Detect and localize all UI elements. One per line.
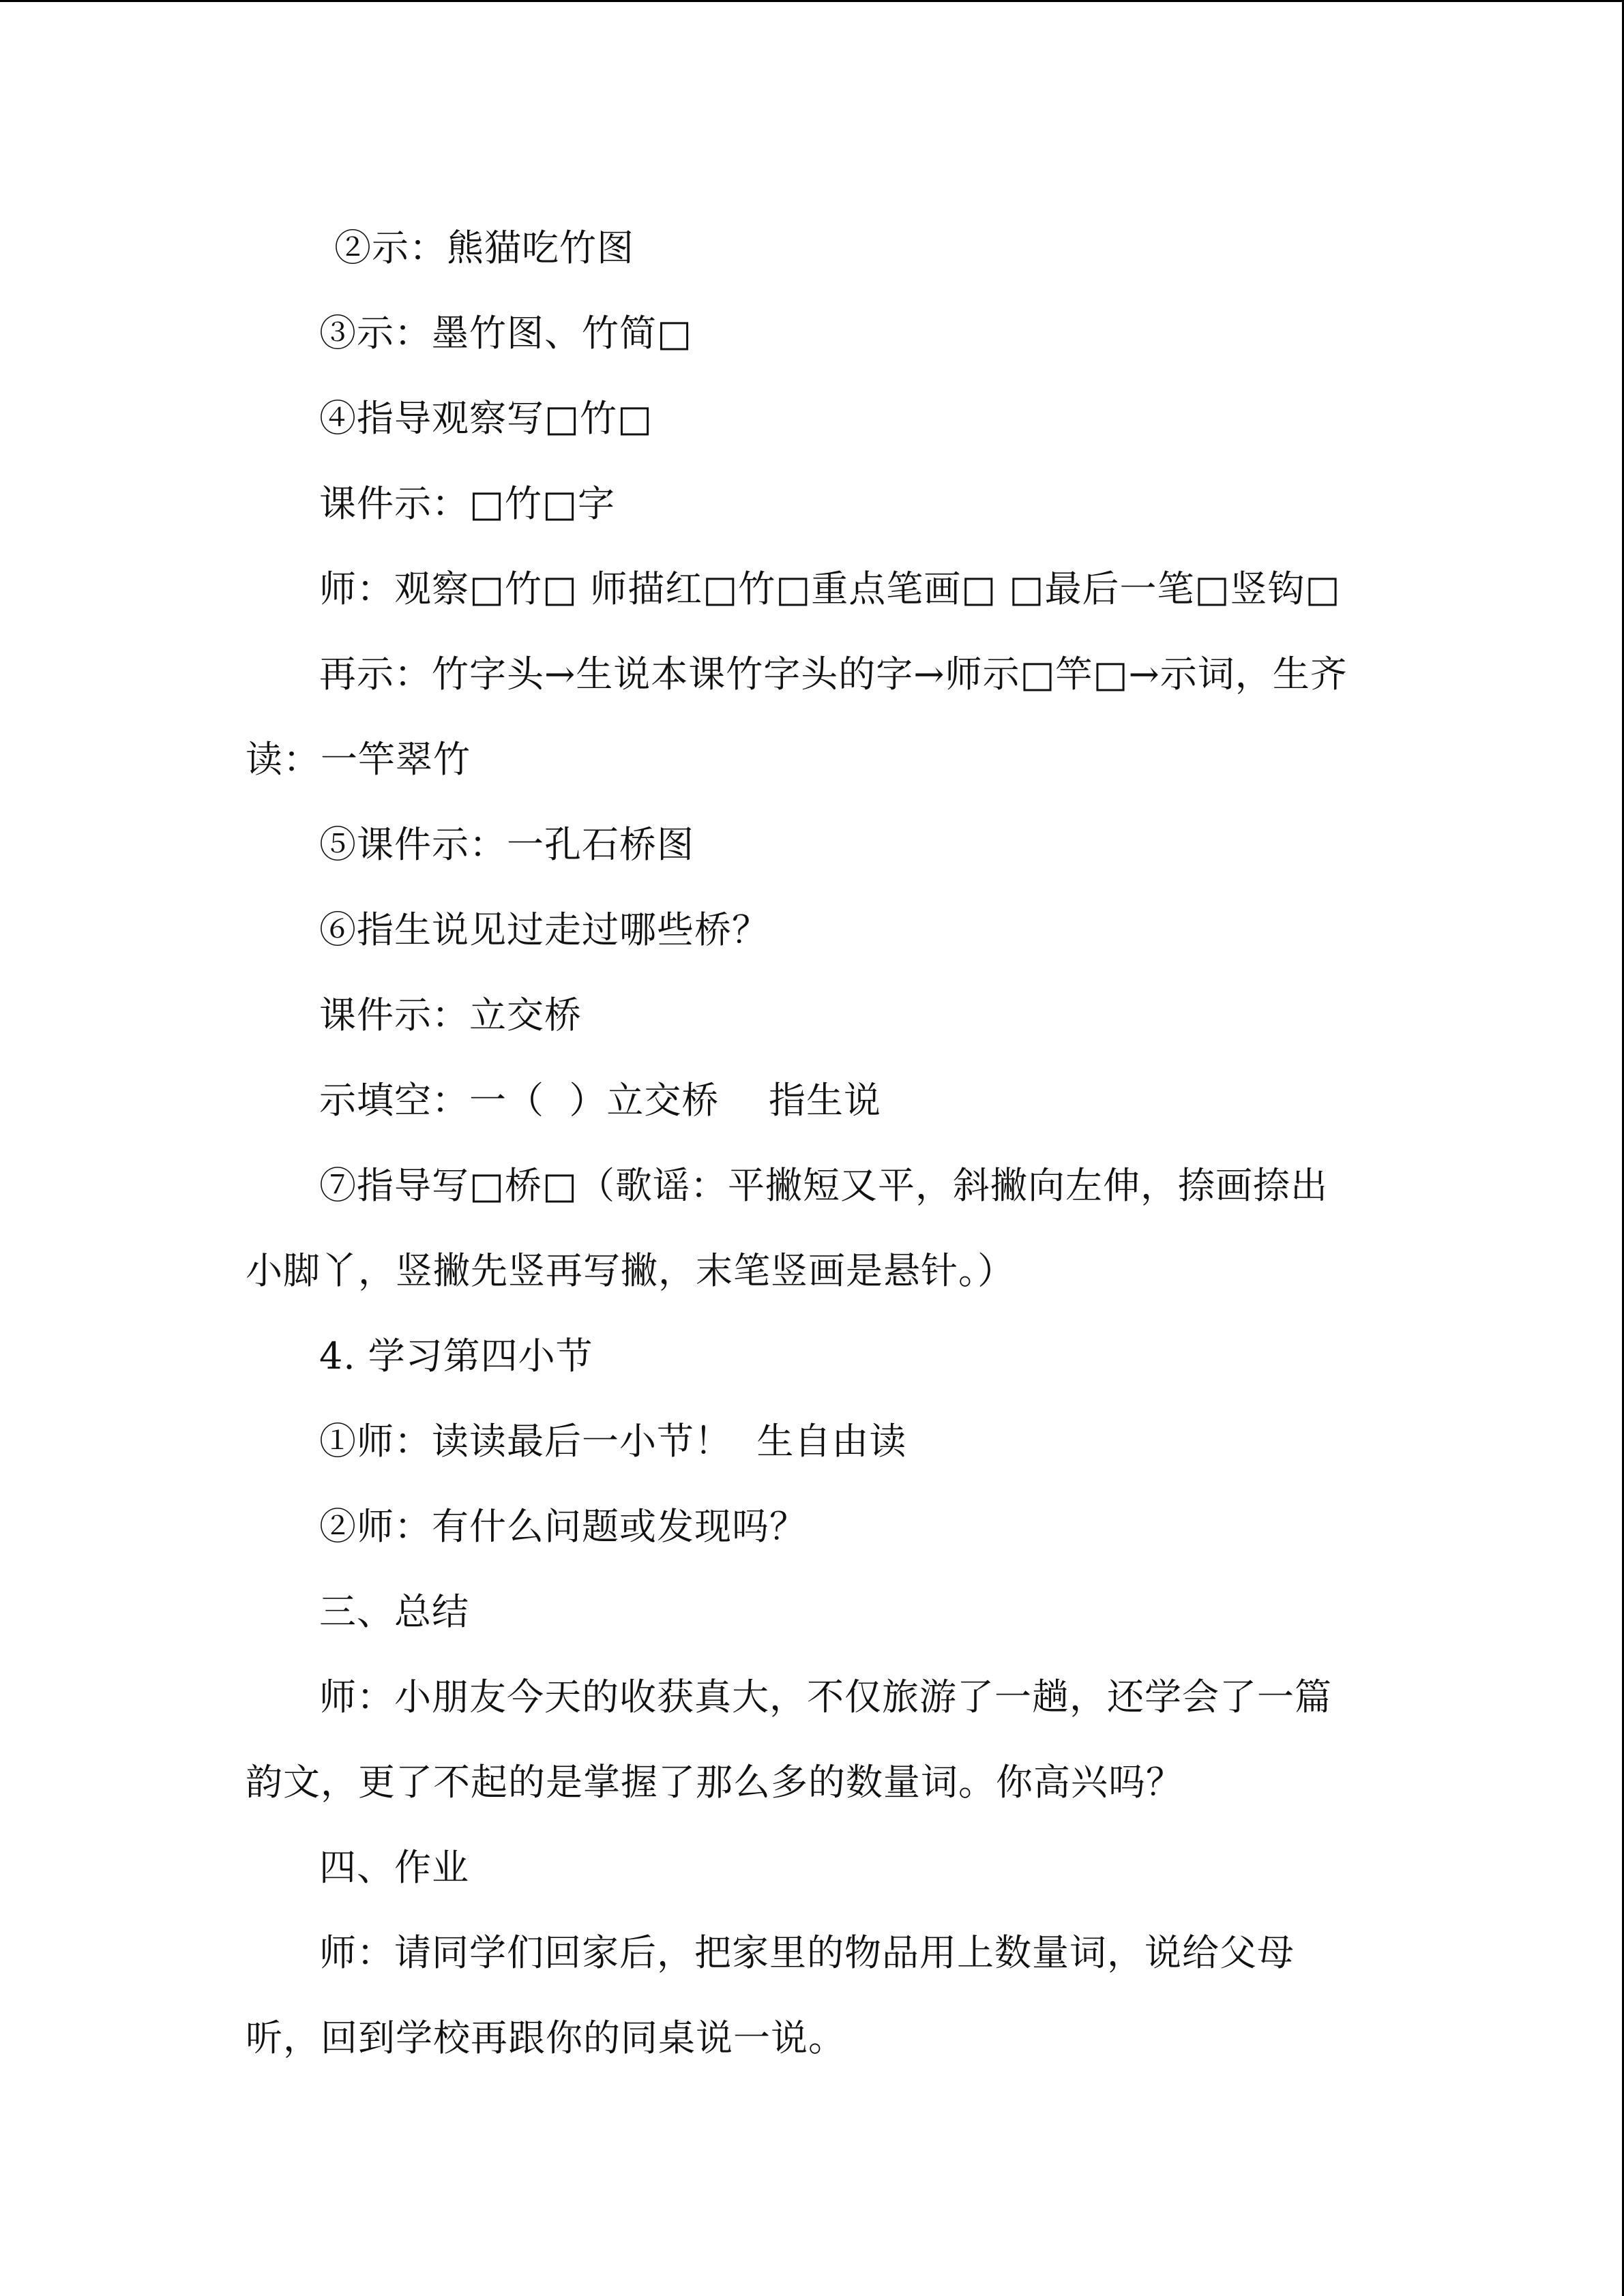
- section-heading: 4. 学习第四小节: [319, 1335, 593, 1377]
- section-heading: 三、总结: [319, 1590, 469, 1633]
- paragraph: ①师：读读最后一小节！ 生自由读: [319, 1420, 907, 1463]
- paragraph: 课件示：□竹□字: [319, 482, 616, 525]
- paragraph: ⑦指导写□桥□（歌谣：平撇短又平，斜撇向左伸，捺画捺出小脚丫，竖撇先竖再写撇，末笔竖画是悬针。）: [246, 1164, 1329, 1292]
- paragraph: 示填空：一（ ）立交桥 指生说: [319, 1079, 881, 1122]
- paragraph: ④指导观察写□竹□: [319, 397, 653, 440]
- paragraph: ⑥指生说见过走过哪些桥？: [319, 908, 769, 951]
- paragraph: 师：小朋友今天的收获真大，不仅旅游了一趟，还学会了一篇韵文，更了不起的是掌握了那么多的数量词。你高兴吗？: [246, 1675, 1332, 1804]
- document-body: [246, 205, 1354, 2081]
- paragraph: ②示：熊猫吃竹图: [334, 226, 634, 269]
- paragraph: 师：请同学们回家后，把家里的物品用上数量词，说给父母听，回到学校再跟你的同桌说一说。: [246, 1931, 1295, 2059]
- paragraph: 师：观察□竹□ 师描红□竹□重点笔画□ □最后一笔□竖钩□: [319, 567, 1341, 610]
- paragraph: ③示：墨竹图、竹简□: [319, 312, 693, 355]
- paragraph: ②师：有什么问题或发现吗？: [319, 1505, 807, 1548]
- paragraph: 再示：竹字头→生说本课竹字头的字→师示□竿□→示词，生齐读：一竿翠竹: [246, 653, 1348, 781]
- paragraph: 课件示：立交桥: [319, 994, 582, 1037]
- paragraph: ⑤课件示：一孔石桥图: [319, 823, 694, 866]
- section-heading: 四、作业: [319, 1846, 469, 1889]
